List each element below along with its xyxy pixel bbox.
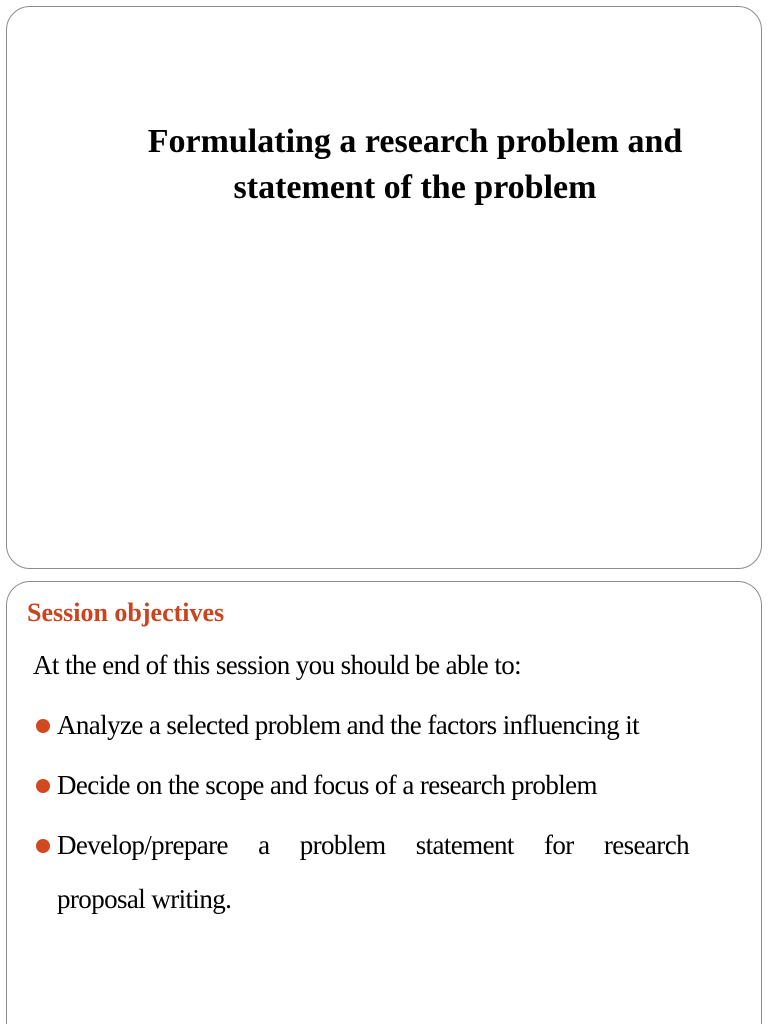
title-line-1: Formulating a research problem and: [147, 123, 683, 160]
title-slide: [6, 6, 762, 569]
objective-item: [34, 818, 724, 926]
objective-text-line-2: proposal writing.: [57, 884, 232, 914]
objectives-intro: At the end of this session you should be able to:: [33, 650, 522, 680]
objectives-heading: Session objectives: [27, 598, 225, 627]
objective-text: Analyze a selected problem and the factors influencing it: [57, 710, 640, 740]
bullet-dot-icon: [36, 719, 50, 733]
objective-item: [34, 768, 724, 802]
slide-title: [67, 119, 763, 211]
bullet-dot-icon: [36, 839, 50, 853]
objectives-slide: [6, 581, 762, 1024]
title-line-2: statement of the problem: [233, 169, 597, 206]
objective-text: Decide on the scope and focus of a research problem: [57, 770, 597, 800]
objectives-list: [34, 708, 724, 952]
objective-text-line-1: Develop/prepare a problem statement for research: [57, 830, 689, 860]
objective-item: [34, 708, 724, 742]
bullet-dot-icon: [36, 779, 50, 793]
